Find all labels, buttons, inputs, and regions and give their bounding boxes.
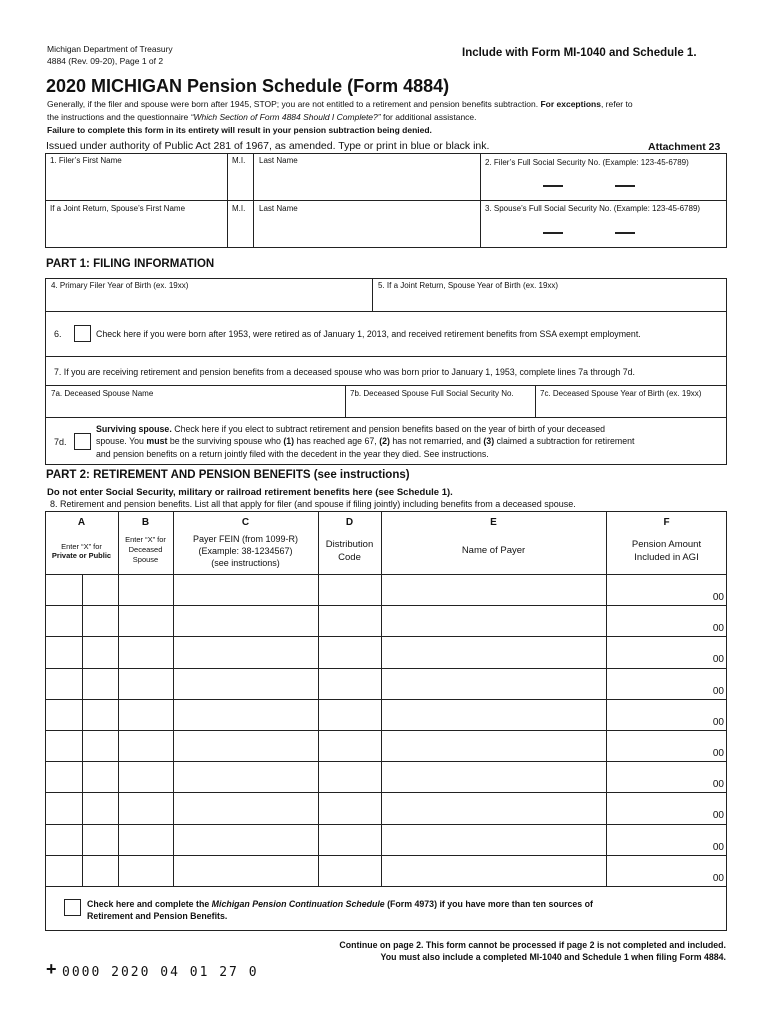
col-c-desc: Payer FEIN (from 1099-R) [192,534,299,544]
deceased-spouse-birth-year-input[interactable] [536,399,726,416]
line7d-checkbox[interactable] [74,433,91,450]
primary-filer-birth-year-input[interactable] [46,292,371,310]
ssn-separator [543,185,563,187]
col-b-deceased-input[interactable] [119,669,173,698]
spouse-last-name-label: Last Name [259,204,298,213]
col-b-desc: Deceased [128,545,163,554]
line7b-label: 7b. Deceased Spouse Full Social Security No. [350,389,514,398]
col-c-letter: C [241,517,250,528]
col-c-fein-input[interactable] [174,731,318,760]
line5-label: 5. If a Joint Return, Spouse Year of Birth (ex. 19xx) [378,281,559,290]
continuation-text-2: Retirement and Pension Benefits. [87,911,228,921]
barcode-number: 0000 2020 04 01 27 0 [62,965,259,980]
col-e-payer-input[interactable] [382,700,606,729]
col-d-code-input[interactable] [319,669,381,698]
footer-line-1: Continue on page 2. This form cannot be processed if page 2 is not completed and included. [339,940,726,950]
line7d-number: 7d. [54,437,67,447]
col-e-payer-input[interactable] [382,856,606,885]
line7-text: 7. If you are receiving retirement and pension benefits from a deceased spouse who was born prior to January 1, 1953, complete lines 7a through 7d. [54,367,635,377]
col-b-deceased-input[interactable] [119,762,173,791]
authority-note: Issued under authority of Public Act 281 of 1967, as amended. Type or print in blue or black ink. [46,140,490,152]
col-a-private-input[interactable] [46,575,82,604]
col-a-private-input[interactable] [46,856,82,885]
intro-line-2: the instructions and the questionnaire “Which Section of Form 4884 Should I Complete?” for additional assistance. [47,112,477,122]
intro-line-1: Generally, if the filer and spouse were born after 1945, STOP; you are not entitled to a retirement and pension benefits subtraction. For exceptions, refer to [47,99,633,109]
col-a-public-input[interactable] [83,856,118,885]
spouse-mi-label: M.I. [232,204,246,213]
page-title: 2020 MICHIGAN Pension Schedule (Form 4884) [46,76,450,96]
cents-label: 00 [712,779,724,791]
col-f-amount-input[interactable] [607,700,707,729]
col-b-deceased-input[interactable] [119,606,173,635]
col-b-deceased-input[interactable] [119,731,173,760]
col-d-code-input[interactable] [319,793,381,822]
col-e-payer-input[interactable] [382,793,606,822]
col-d-code-input[interactable] [319,575,381,604]
col-a-private-input[interactable] [46,700,82,729]
continuation-checkbox[interactable] [64,899,81,916]
col-e-payer-input[interactable] [382,731,606,760]
cents-label: 00 [712,872,724,884]
col-a-private-input[interactable] [46,606,82,635]
col-e-payer-input[interactable] [382,606,606,635]
col-d-code-input[interactable] [319,700,381,729]
col-e-letter: E [490,517,497,528]
col-a-public-input[interactable] [83,762,118,791]
col-a-private-input[interactable] [46,669,82,698]
col-c-desc: (Example: 38-1234567) [198,546,293,556]
col-a-public-input[interactable] [83,700,118,729]
spouse-ssn-label: 3. Spouse’s Full Social Security No. (Example: 123-45-6789) [485,204,701,213]
col-c-fein-input[interactable] [174,793,318,822]
footer-line-2: You must also include a completed MI-1040 and Schedule 1 when filing Form 4884. [380,952,726,962]
col-d-code-input[interactable] [319,856,381,885]
col-a-private-input[interactable] [46,731,82,760]
col-f-desc: Included in AGI [634,552,699,563]
cents-label: 00 [712,841,724,853]
line7d-text-1: Surviving spouse. Check here if you elect to subtract retirement and pension benefits based on the year of birth of your deceased [96,424,606,434]
col-a-desc: Private or Public [51,551,112,560]
col-c-fein-input[interactable] [174,606,318,635]
divider [45,417,727,418]
col-b-deceased-input[interactable] [119,793,173,822]
col-b-desc: Spouse [132,555,159,564]
col-d-desc: Distribution [325,539,374,550]
col-f-amount-input[interactable] [607,825,707,854]
col-d-code-input[interactable] [319,606,381,635]
line6-text: Check here if you were born after 1953, were retired as of January 1, 2013, and received retirement benefits from SSA exempt employment. [96,329,641,339]
col-f-amount-input[interactable] [607,575,707,604]
col-d-code-input[interactable] [319,825,381,854]
deceased-spouse-ssn-input[interactable] [346,399,534,416]
col-f-desc: Pension Amount [631,539,702,550]
table-row-divider [45,886,727,887]
col-b-letter: B [141,517,150,528]
ssn-separator [543,232,563,234]
divider [45,385,727,386]
filer-mi-label: M.I. [232,156,246,165]
col-d-code-input[interactable] [319,637,381,666]
line7d-text-3: and pension benefits on a return jointly filed with the decedent in the year they died. See instructions. [96,449,489,459]
col-b-deceased-input[interactable] [119,575,173,604]
col-c-fein-input[interactable] [174,825,318,854]
col-a-private-input[interactable] [46,793,82,822]
divider [45,356,727,357]
col-c-desc: (see instructions) [211,558,280,568]
line4-label: 4. Primary Filer Year of Birth (ex. 19xx) [51,281,189,290]
col-f-amount-input[interactable] [607,606,707,635]
cents-label: 00 [712,592,724,603]
continuation-text-1: Check here and complete the Michigan Pension Continuation Schedule (Form 4973) if you have more than ten sources of [87,899,593,909]
col-a-public-input[interactable] [83,731,118,760]
cents-label: 00 [712,623,724,635]
col-a-public-input[interactable] [83,575,118,604]
filer-first-name-input[interactable] [46,166,226,199]
spouse-last-name-input[interactable] [254,214,479,247]
attachment-number: Attachment 23 [648,141,721,153]
plus-mark: + [46,959,57,979]
col-a-public-input[interactable] [83,825,118,854]
col-b-deceased-input[interactable] [119,637,173,666]
line7a-label: 7a. Deceased Spouse Name [51,389,154,398]
filer-ssn-input[interactable] [481,170,726,199]
col-c-fein-input[interactable] [174,700,318,729]
part2-title: PART 2: RETIREMENT AND PENSION BENEFITS (see instructions) [46,469,410,481]
part1-title: PART 1: FILING INFORMATION [46,258,215,270]
divider [45,311,727,312]
deceased-spouse-name-input[interactable] [46,399,344,416]
failure-warning: Failure to complete this form in its entirety will result in your pension subtraction being denied. [47,125,432,135]
line6-checkbox[interactable] [74,325,91,342]
spouse-first-name-label: If a Joint Return, Spouse’s First Name [50,204,186,213]
cents-label: 00 [712,810,724,822]
col-f-letter: F [663,517,670,528]
col-f-amount-input[interactable] [607,731,707,760]
col-e-payer-input[interactable] [382,637,606,666]
spouse-mi-input[interactable] [228,214,252,247]
col-b-desc: Enter “X” for [125,535,166,544]
line8-text: 8. Retirement and pension benefits. List all that apply for filer (and spouse if filing jointly) including benefits from a deceased spouse. [50,499,576,509]
col-f-amount-input[interactable] [607,793,707,822]
col-f-amount-input[interactable] [607,762,707,791]
col-c-fein-input[interactable] [174,669,318,698]
cents-label: 00 [712,748,724,759]
col-e-payer-input[interactable] [382,575,606,604]
filer-mi-input[interactable] [228,166,252,199]
col-a-private-input[interactable] [46,637,82,666]
col-a-public-input[interactable] [83,669,118,698]
ssn-separator [615,232,635,234]
col-d-code-input[interactable] [319,731,381,760]
col-a-private-input[interactable] [46,825,82,854]
col-f-amount-input[interactable] [607,856,707,885]
cents-label: 00 [712,685,724,697]
col-a-letter: A [77,517,86,528]
col-b-deceased-input[interactable] [119,700,173,729]
col-a-public-input[interactable] [83,606,118,635]
col-b-deceased-input[interactable] [119,825,173,854]
department-name: Michigan Department of Treasury [47,44,173,54]
ssn-separator [615,185,635,187]
col-e-desc: Name of Payer [461,545,526,556]
part2-warning: Do not enter Social Security, military or railroad retirement benefits here (see Schedule 1). [47,487,453,498]
spouse-first-name-input[interactable] [46,214,226,247]
col-e-payer-input[interactable] [382,762,606,791]
col-c-fein-input[interactable] [174,637,318,666]
filer-first-name-label: 1. Filer’s First Name [50,156,122,165]
col-a-desc: Enter “X” for [61,542,102,551]
line6-number: 6. [54,329,62,339]
filer-last-name-input[interactable] [254,166,479,199]
col-c-fein-input[interactable] [174,575,318,604]
col-a-public-input[interactable] [83,793,118,822]
line7c-label: 7c. Deceased Spouse Year of Birth (ex. 19xx) [540,389,702,398]
col-c-fein-input[interactable] [174,856,318,885]
col-d-desc: Code [338,552,361,563]
spouse-ssn-input[interactable] [481,216,726,247]
spouse-birth-year-input[interactable] [373,292,726,310]
cents-label: 00 [712,716,724,728]
filer-last-name-label: Last Name [259,156,298,165]
col-e-payer-input[interactable] [382,825,606,854]
col-d-code-input[interactable] [319,762,381,791]
col-b-deceased-input[interactable] [119,856,173,885]
col-a-private-input[interactable] [46,762,82,791]
col-f-amount-input[interactable] [607,669,707,698]
col-a-public-input[interactable] [83,637,118,666]
line7d-text-2: spouse. You must be the surviving spouse who (1) has reached age 67, (2) has not remarried, and (3) claimed a subtraction for retirement [96,436,635,446]
cents-label: 00 [712,654,724,666]
col-d-letter: D [345,517,354,528]
col-f-amount-input[interactable] [607,637,707,666]
include-note: Include with Form MI-1040 and Schedule 1. [462,47,697,59]
col-e-payer-input[interactable] [382,669,606,698]
filer-ssn-label: 2. Filer’s Full Social Security No. (Example: 123-45-6789) [485,158,689,167]
divider [45,200,727,201]
col-c-fein-input[interactable] [174,762,318,791]
form-revision: 4884 (Rev. 09-20), Page 1 of 2 [47,56,164,66]
